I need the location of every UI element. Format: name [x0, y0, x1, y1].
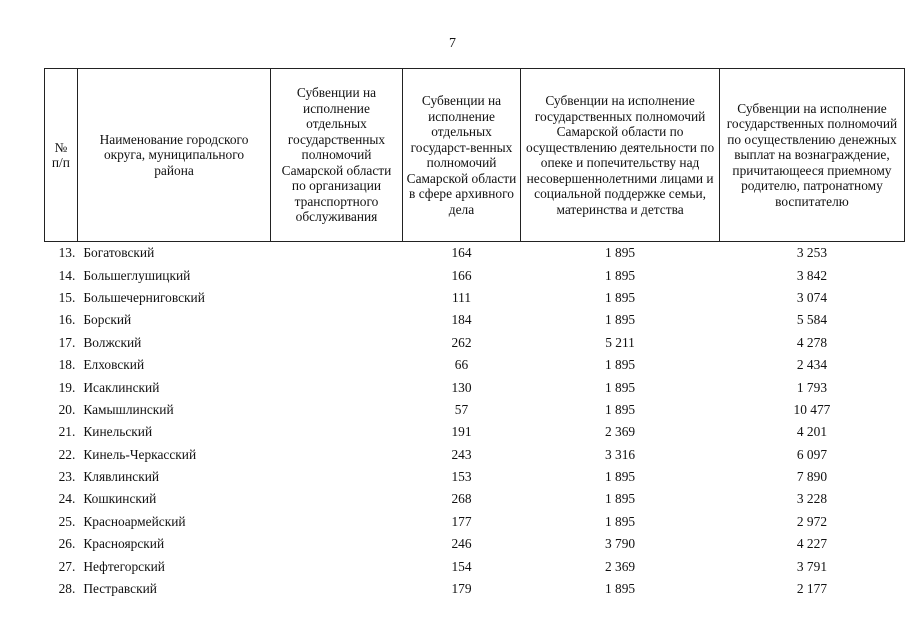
- row-foster-payments: 5 584: [796, 312, 828, 328]
- row-archive: 262: [451, 334, 472, 350]
- row-archive: 177: [451, 513, 472, 529]
- row-number: 19.: [58, 379, 76, 395]
- row-name: Кинель-Черкасский: [83, 446, 197, 462]
- row-guardianship: 3 790: [604, 536, 636, 552]
- row-guardianship: 2 369: [604, 558, 636, 574]
- row-number: 21.: [58, 424, 76, 440]
- row-name: Большечерниговский: [83, 289, 205, 305]
- row-transport: [271, 555, 403, 577]
- row-number: 26.: [58, 536, 76, 552]
- row-name: Пестравский: [83, 581, 157, 597]
- table-row: [45, 421, 905, 443]
- row-number: 23.: [58, 469, 76, 485]
- table-row: [45, 488, 905, 510]
- row-transport: [271, 309, 403, 331]
- page-number: 7: [449, 36, 456, 51]
- table-row: [45, 242, 905, 265]
- header-name: Наименование городского округа, муниципального района: [77, 69, 270, 242]
- row-guardianship: 3 316: [604, 446, 636, 462]
- row-guardianship: 1 895: [604, 379, 636, 395]
- row-name: Камышлинский: [83, 401, 174, 417]
- row-guardianship: 1 895: [604, 245, 636, 261]
- row-transport: [271, 488, 403, 510]
- row-name: Красноярский: [83, 536, 165, 552]
- subventions-table: [44, 68, 905, 600]
- header-guardianship: Субвенции на исполнение государственных полномочий Самарской области по осуществлению деятельности по опеке и попечительству над несовершеннолетними лицами и социальной поддержке семьи, материнства и детства: [521, 69, 720, 242]
- table-row: [45, 466, 905, 488]
- row-guardianship: 2 369: [604, 424, 636, 440]
- row-number: 25.: [58, 513, 76, 529]
- row-name: Нефтегорский: [83, 558, 165, 574]
- table-row: [45, 578, 905, 600]
- row-transport: [271, 444, 403, 466]
- row-guardianship: 1 895: [604, 491, 636, 507]
- table-row: [45, 376, 905, 398]
- table-row: [45, 264, 905, 286]
- row-transport: [271, 421, 403, 443]
- table-body: [45, 242, 905, 601]
- row-transport: [271, 242, 403, 265]
- row-archive: 179: [451, 581, 472, 597]
- row-guardianship: 1 895: [604, 289, 636, 305]
- row-number: 20.: [58, 401, 76, 417]
- row-transport: [271, 399, 403, 421]
- header-transport: Субвенции на исполнение отдельных государственных полномочий Самарской области по организации транспортного обслуживания: [271, 69, 403, 242]
- header-archive: Субвенции на исполнение отдельных государст-венных полномочий Самарской области в сфере архивного дела: [402, 69, 520, 242]
- table-row: [45, 354, 905, 376]
- row-guardianship: 1 895: [604, 401, 636, 417]
- row-foster-payments: 3 842: [796, 267, 828, 283]
- row-name: Богатовский: [83, 245, 155, 261]
- row-foster-payments: 2 434: [796, 357, 828, 373]
- row-number: 13.: [58, 245, 76, 261]
- row-transport: [271, 511, 403, 533]
- row-guardianship: 1 895: [604, 469, 636, 485]
- table-row: [45, 287, 905, 309]
- row-guardianship: 1 895: [604, 581, 636, 597]
- row-number: 24.: [58, 491, 76, 507]
- row-foster-payments: 7 890: [796, 469, 828, 485]
- row-archive: 130: [451, 379, 472, 395]
- row-foster-payments: 2 972: [796, 513, 828, 529]
- row-foster-payments: 4 227: [796, 536, 828, 552]
- row-transport: [271, 264, 403, 286]
- row-archive: 153: [451, 469, 472, 485]
- row-foster-payments: 3 253: [796, 245, 828, 261]
- row-archive: 66: [454, 357, 469, 373]
- table-header-row: [45, 69, 905, 242]
- row-name: Елховский: [83, 357, 145, 373]
- table-row: [45, 332, 905, 354]
- row-archive: 111: [451, 289, 472, 305]
- row-name: Большеглушицкий: [83, 267, 191, 283]
- table-row: [45, 555, 905, 577]
- row-foster-payments: 3 791: [796, 558, 828, 574]
- row-foster-payments: 3 228: [796, 491, 828, 507]
- row-foster-payments: 4 201: [796, 424, 828, 440]
- row-guardianship: 1 895: [604, 267, 636, 283]
- row-archive: 166: [451, 267, 472, 283]
- table-row: [45, 399, 905, 421]
- row-number: 14.: [58, 267, 76, 283]
- row-transport: [271, 533, 403, 555]
- row-guardianship: 5 211: [605, 334, 635, 350]
- row-transport: [271, 332, 403, 354]
- row-name: Красноармейский: [83, 513, 186, 529]
- table-row: [45, 533, 905, 555]
- row-name: Исаклинский: [83, 379, 160, 395]
- row-guardianship: 1 895: [604, 312, 636, 328]
- row-archive: 154: [451, 558, 472, 574]
- row-foster-payments: 2 177: [796, 581, 828, 597]
- row-archive: 164: [451, 245, 472, 261]
- row-number: 16.: [58, 312, 76, 328]
- row-archive: 184: [451, 312, 472, 328]
- row-foster-payments: 10 477: [793, 401, 831, 417]
- row-transport: [271, 376, 403, 398]
- row-foster-payments: 6 097: [796, 446, 828, 462]
- table-row: [45, 511, 905, 533]
- table-row: [45, 309, 905, 331]
- row-number: 28.: [58, 581, 76, 597]
- row-guardianship: 1 895: [604, 357, 636, 373]
- row-name: Кошкинский: [83, 491, 157, 507]
- row-number: 27.: [58, 558, 76, 574]
- row-number: 15.: [58, 289, 76, 305]
- row-foster-payments: 4 278: [796, 334, 828, 350]
- row-name: Клявлинский: [83, 469, 160, 485]
- row-transport: [271, 354, 403, 376]
- row-foster-payments: 1 793: [796, 379, 828, 395]
- row-name: Кинельский: [83, 424, 153, 440]
- row-archive: 268: [451, 491, 472, 507]
- row-transport: [271, 466, 403, 488]
- row-guardianship: 1 895: [604, 513, 636, 529]
- row-number: 18.: [58, 357, 76, 373]
- header-foster-payments: Субвенции на исполнение государственных полномочий по осуществлению денежных выплат на вознаграждение, причитающееся приемному родителю, патронатному воспитателю: [719, 69, 904, 242]
- row-archive: 243: [451, 446, 472, 462]
- row-name: Волжский: [83, 334, 142, 350]
- row-foster-payments: 3 074: [796, 289, 828, 305]
- table-row: [45, 444, 905, 466]
- row-archive: 246: [451, 536, 472, 552]
- row-transport: [271, 287, 403, 309]
- row-archive: 191: [451, 424, 472, 440]
- row-number: 22.: [58, 446, 76, 462]
- header-num: № п/п: [45, 69, 78, 242]
- row-number: 17.: [58, 334, 76, 350]
- row-transport: [271, 578, 403, 600]
- row-name: Борский: [83, 312, 132, 328]
- row-archive: 57: [454, 401, 469, 417]
